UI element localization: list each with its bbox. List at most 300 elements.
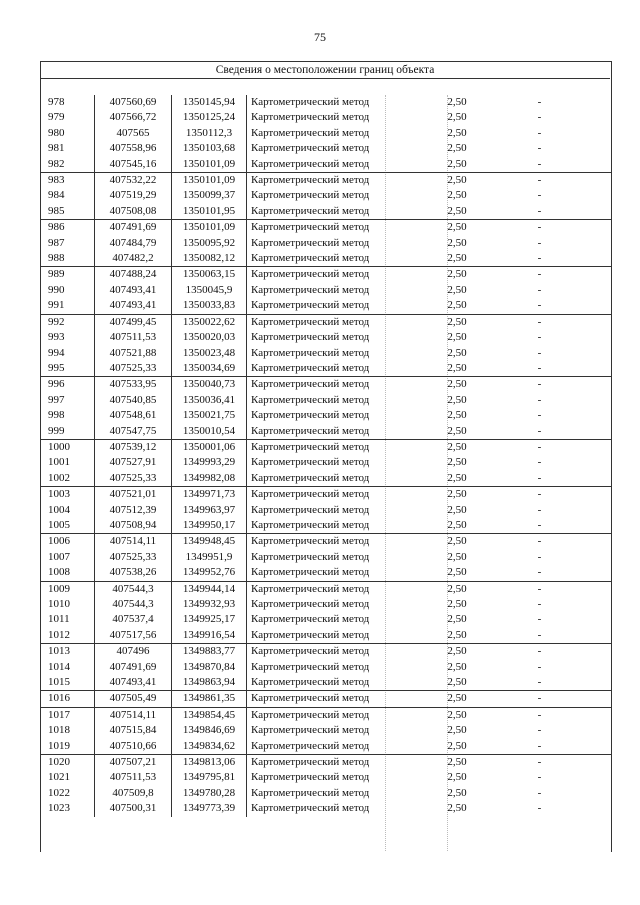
coordinate-x: 407515,84 — [95, 723, 172, 738]
coordinate-y: 1350099,37 — [172, 188, 247, 203]
point-number: 1016 — [40, 691, 95, 707]
accuracy-value: 2,50 — [447, 676, 467, 689]
accuracy-value: 2,50 — [447, 424, 467, 437]
coordinate-y: 1350063,15 — [172, 267, 247, 283]
coordinate-y: 1350101,09 — [172, 220, 247, 236]
determination-method: Картометрический метод — [247, 518, 427, 534]
determination-method: Картометрический метод — [247, 251, 427, 267]
accuracy-value: 2,50 — [447, 550, 467, 563]
accuracy-value: 2,50 — [426, 439, 488, 455]
point-number: 1007 — [48, 550, 70, 563]
accuracy-value: 2,50 — [447, 518, 467, 531]
table-row — [40, 707, 611, 723]
coordinate-x: 407517,56 — [95, 628, 172, 644]
coordinate-y: 1349948,45 — [172, 534, 247, 550]
coordinates-table-body — [40, 95, 611, 817]
coordinate-y: 1350034,69 — [172, 361, 247, 377]
coordinate-y: 1350022,62 — [172, 314, 247, 330]
accuracy-value: 2,50 — [426, 691, 488, 707]
coordinate-y: 1350023,48 — [172, 346, 247, 361]
determination-method: Картометрический метод — [247, 550, 427, 565]
accuracy-value: 2,50 — [447, 142, 467, 155]
page-number: 75 — [314, 30, 326, 44]
determination-method: Картометрический метод — [247, 660, 427, 675]
coordinate-x: 407565 — [95, 126, 172, 141]
coordinate-x: 407499,45 — [95, 314, 172, 330]
determination-method: Картометрический метод — [247, 755, 427, 771]
coordinate-x: 407545,16 — [95, 157, 172, 173]
determination-method: Картометрический метод — [247, 471, 427, 487]
accuracy-value: 2,50 — [426, 707, 488, 723]
coordinate-y: 1350145,94 — [172, 95, 247, 110]
accuracy-value: 2,50 — [447, 111, 467, 124]
coordinate-y: 1349854,45 — [172, 707, 247, 723]
point-description: - — [537, 550, 542, 563]
point-description: - — [488, 534, 611, 550]
coordinate-x: 407544,3 — [95, 597, 172, 612]
table-row — [40, 188, 611, 203]
accuracy-value: 2,50 — [447, 613, 467, 626]
coordinate-x: 407505,49 — [95, 691, 172, 707]
coordinate-y: 1349863,94 — [172, 675, 247, 691]
table-row — [40, 518, 611, 534]
point-number: 984 — [48, 189, 65, 202]
determination-method: Картометрический метод — [247, 408, 427, 423]
point-description: - — [488, 267, 611, 283]
determination-method: Картометрический метод — [247, 298, 427, 314]
coordinate-x: 407525,33 — [95, 361, 172, 377]
determination-method: Картометрический метод — [247, 723, 427, 738]
point-number: 1001 — [48, 456, 70, 469]
accuracy-value: 2,50 — [447, 204, 467, 217]
point-description: - — [537, 628, 542, 641]
point-description: - — [537, 566, 542, 579]
accuracy-value: 2,50 — [447, 346, 467, 359]
coordinate-x: 407511,53 — [95, 330, 172, 345]
table-row — [40, 455, 611, 470]
coordinate-x: 407519,29 — [95, 188, 172, 203]
point-description: - — [537, 503, 542, 516]
coordinate-x: 407521,88 — [95, 346, 172, 361]
table-row — [40, 550, 611, 565]
coordinate-x: 407521,01 — [95, 487, 172, 503]
determination-method: Картометрический метод — [247, 628, 427, 644]
point-number: 996 — [40, 377, 95, 393]
coordinate-y: 1349773,39 — [172, 801, 247, 816]
determination-method: Картометрический метод — [247, 487, 427, 503]
point-number: 990 — [48, 283, 65, 296]
coordinate-x: 407548,61 — [95, 408, 172, 423]
point-number: 981 — [48, 142, 65, 155]
point-description: - — [537, 346, 542, 359]
table-row — [40, 739, 611, 755]
point-description: - — [488, 644, 611, 660]
accuracy-value: 2,50 — [447, 771, 467, 784]
table-caption: Сведения о местоположении границ объекта — [40, 62, 610, 79]
table-row — [40, 330, 611, 345]
table-row — [40, 534, 611, 550]
determination-method: Картометрический метод — [247, 581, 427, 597]
coordinate-y: 1349982,08 — [172, 471, 247, 487]
determination-method: Картометрический метод — [247, 644, 427, 660]
accuracy-value: 2,50 — [426, 173, 488, 189]
point-description: - — [488, 755, 611, 771]
table-row — [40, 565, 611, 581]
point-number: 998 — [48, 409, 65, 422]
determination-method: Картометрический метод — [247, 597, 427, 612]
table-row — [40, 675, 611, 691]
table-row — [40, 393, 611, 408]
point-description: - — [537, 598, 542, 610]
accuracy-value: 2,50 — [447, 126, 467, 139]
determination-method: Картометрический метод — [247, 157, 427, 173]
coordinate-x: 407512,39 — [95, 503, 172, 518]
coordinate-y: 1349834,62 — [172, 739, 247, 755]
table-row — [40, 126, 611, 141]
table-row — [40, 439, 611, 455]
point-description: - — [488, 707, 611, 723]
accuracy-value: 2,50 — [447, 471, 467, 484]
accuracy-value: 2,50 — [426, 534, 488, 550]
point-number: 993 — [48, 331, 65, 344]
coordinate-x: 407493,41 — [95, 283, 172, 298]
table-row — [40, 298, 611, 314]
determination-method: Картометрический метод — [247, 346, 427, 361]
point-description: - — [537, 111, 542, 124]
determination-method: Картометрический метод — [247, 393, 427, 408]
point-number: 1021 — [48, 771, 70, 784]
point-number: 1000 — [40, 439, 95, 455]
determination-method: Картометрический метод — [247, 739, 427, 755]
coordinate-y: 1349944,14 — [172, 581, 247, 597]
point-description: - — [537, 96, 542, 108]
coordinate-x: 407547,75 — [95, 424, 172, 440]
determination-method: Картометрический метод — [247, 707, 427, 723]
accuracy-value: 2,50 — [447, 724, 467, 737]
determination-method: Картометрический метод — [247, 267, 427, 283]
coordinate-x: 407511,53 — [95, 770, 172, 785]
point-number: 1009 — [40, 581, 95, 597]
point-number: 1005 — [48, 518, 70, 531]
coordinate-x: 407527,91 — [95, 455, 172, 470]
coordinate-y: 1350021,75 — [172, 408, 247, 423]
coordinate-x: 407488,24 — [95, 267, 172, 283]
determination-method: Картометрический метод — [247, 801, 427, 816]
table-row — [40, 251, 611, 267]
point-description: - — [537, 518, 542, 531]
point-number: 1023 — [48, 802, 70, 815]
determination-method: Картометрический метод — [247, 330, 427, 345]
coordinate-y: 1350125,24 — [172, 110, 247, 125]
point-description: - — [537, 613, 542, 626]
point-number: 1019 — [48, 739, 70, 752]
point-description: - — [537, 393, 542, 406]
accuracy-value: 2,50 — [447, 236, 467, 249]
accuracy-value: 2,50 — [447, 299, 467, 312]
coordinate-y: 1350101,09 — [172, 173, 247, 189]
accuracy-value: 2,50 — [426, 377, 488, 393]
coordinate-y: 1349952,76 — [172, 565, 247, 581]
accuracy-value: 2,50 — [447, 361, 467, 374]
table-row — [40, 377, 611, 393]
point-description: - — [537, 236, 542, 249]
coordinate-x: 407491,69 — [95, 660, 172, 675]
determination-method: Картометрический метод — [247, 439, 427, 455]
coordinate-y: 1349883,77 — [172, 644, 247, 660]
table-row — [40, 628, 611, 644]
point-number: 992 — [40, 314, 95, 330]
coordinate-y: 1350033,83 — [172, 298, 247, 314]
accuracy-value: 2,50 — [426, 581, 488, 597]
determination-method: Картометрический метод — [247, 173, 427, 189]
determination-method: Картометрический метод — [247, 236, 427, 251]
coordinate-x: 407493,41 — [95, 298, 172, 314]
coordinate-y: 1349861,35 — [172, 691, 247, 707]
point-description: - — [537, 771, 542, 784]
determination-method: Картометрический метод — [247, 188, 427, 203]
table-row — [40, 786, 611, 801]
accuracy-value: 2,50 — [447, 331, 467, 344]
table-row — [40, 346, 611, 361]
coordinate-y: 1350036,41 — [172, 393, 247, 408]
point-description: - — [537, 299, 542, 312]
point-number: 1013 — [40, 644, 95, 660]
determination-method: Картометрический метод — [247, 141, 427, 156]
coordinate-x: 407509,8 — [95, 786, 172, 801]
coordinate-x: 407525,33 — [95, 471, 172, 487]
point-description: - — [488, 173, 611, 189]
table-row — [40, 487, 611, 503]
point-number: 983 — [40, 173, 95, 189]
coordinate-x: 407532,22 — [95, 173, 172, 189]
table-row — [40, 691, 611, 707]
coordinate-x: 407558,96 — [95, 141, 172, 156]
coordinate-x: 407560,69 — [95, 95, 172, 110]
table-row — [40, 220, 611, 236]
determination-method: Картометрический метод — [247, 675, 427, 691]
point-description: - — [488, 439, 611, 455]
accuracy-value: 2,50 — [426, 267, 488, 283]
coordinate-x: 407493,41 — [95, 675, 172, 691]
accuracy-value: 2,50 — [426, 220, 488, 236]
point-number: 1003 — [40, 487, 95, 503]
point-description: - — [537, 252, 542, 265]
coordinate-x: 407514,11 — [95, 534, 172, 550]
point-description: - — [537, 283, 542, 296]
determination-method: Картометрический метод — [247, 377, 427, 393]
coordinate-y: 1350101,09 — [172, 157, 247, 173]
coordinate-y: 1349993,29 — [172, 455, 247, 470]
point-description: - — [537, 142, 542, 155]
point-number: 1022 — [48, 786, 70, 799]
point-description: - — [537, 724, 542, 737]
table-row — [40, 141, 611, 156]
accuracy-value: 2,50 — [447, 802, 467, 815]
table-row — [40, 173, 611, 189]
table-row — [40, 361, 611, 377]
coordinate-x: 407537,4 — [95, 612, 172, 627]
accuracy-value: 2,50 — [447, 189, 467, 202]
point-number: 985 — [48, 204, 65, 217]
point-description: - — [488, 377, 611, 393]
table-row — [40, 770, 611, 785]
determination-method: Картометрический метод — [247, 534, 427, 550]
coordinate-y: 1349963,97 — [172, 503, 247, 518]
point-description: - — [537, 361, 542, 374]
determination-method: Картометрический метод — [247, 455, 427, 470]
coordinate-y: 1349925,17 — [172, 612, 247, 627]
accuracy-value: 2,50 — [426, 755, 488, 771]
coordinate-x: 407566,72 — [95, 110, 172, 125]
determination-method: Картометрический метод — [247, 126, 427, 141]
determination-method: Картометрический метод — [247, 503, 427, 518]
point-number: 999 — [48, 424, 65, 437]
table-row — [40, 755, 611, 771]
coordinate-y: 1349932,93 — [172, 597, 247, 612]
coordinate-y: 1349813,06 — [172, 755, 247, 771]
point-description: - — [488, 487, 611, 503]
point-description: - — [537, 802, 542, 815]
table-row — [40, 723, 611, 738]
table-row — [40, 110, 611, 125]
determination-method: Картометрический метод — [247, 204, 427, 220]
point-description: - — [537, 331, 542, 344]
accuracy-value: 2,50 — [447, 660, 467, 673]
table-row — [40, 314, 611, 330]
coordinate-y: 1350001,06 — [172, 439, 247, 455]
coordinate-y: 1350010,54 — [172, 424, 247, 440]
coordinate-x: 407539,12 — [95, 439, 172, 455]
point-number: 1014 — [48, 660, 70, 673]
coordinate-y: 1349795,81 — [172, 770, 247, 785]
table-row — [40, 471, 611, 487]
point-number: 1017 — [40, 707, 95, 723]
table-row — [40, 660, 611, 675]
accuracy-value: 2,50 — [447, 739, 467, 752]
coordinate-x: 407514,11 — [95, 707, 172, 723]
point-number: 995 — [48, 361, 65, 374]
point-number: 1011 — [48, 613, 70, 626]
accuracy-value: 2,50 — [426, 487, 488, 503]
determination-method: Картометрический метод — [247, 612, 427, 627]
coordinate-x: 407507,21 — [95, 755, 172, 771]
coordinate-y: 1349870,84 — [172, 660, 247, 675]
table-row — [40, 95, 611, 110]
table-row — [40, 408, 611, 423]
coordinate-y: 1350112,3 — [172, 126, 247, 141]
point-description: - — [488, 314, 611, 330]
point-number: 978 — [48, 96, 65, 108]
point-number: 989 — [40, 267, 95, 283]
point-description: - — [488, 220, 611, 236]
point-number: 982 — [48, 157, 65, 170]
determination-method: Картометрический метод — [247, 361, 427, 377]
point-description: - — [537, 660, 542, 673]
coordinate-y: 1350040,73 — [172, 377, 247, 393]
point-description: - — [537, 786, 542, 799]
coordinate-x: 407540,85 — [95, 393, 172, 408]
determination-method: Картометрический метод — [247, 110, 427, 125]
accuracy-value: 2,50 — [447, 96, 467, 108]
accuracy-value: 2,50 — [447, 409, 467, 422]
point-number: 1004 — [48, 503, 70, 516]
point-description: - — [488, 581, 611, 597]
coordinate-y: 1349846,69 — [172, 723, 247, 738]
coordinate-x: 407533,95 — [95, 377, 172, 393]
point-number: 991 — [48, 299, 65, 312]
table-row — [40, 801, 611, 816]
coordinate-y: 1350095,92 — [172, 236, 247, 251]
coordinate-x: 407484,79 — [95, 236, 172, 251]
coordinate-x: 407491,69 — [95, 220, 172, 236]
coordinate-y: 1350045,9 — [172, 283, 247, 298]
coordinate-y: 1350103,68 — [172, 141, 247, 156]
accuracy-value: 2,50 — [426, 644, 488, 660]
accuracy-value: 2,50 — [447, 628, 467, 641]
table-row — [40, 424, 611, 440]
determination-method: Картометрический метод — [247, 95, 427, 110]
point-description: - — [537, 189, 542, 202]
table-row — [40, 236, 611, 251]
point-number: 979 — [48, 111, 65, 124]
coordinate-y: 1349950,17 — [172, 518, 247, 534]
point-number: 994 — [48, 346, 65, 359]
coordinate-x: 407508,08 — [95, 204, 172, 220]
coordinate-y: 1349780,28 — [172, 786, 247, 801]
coordinate-x: 407496 — [95, 644, 172, 660]
accuracy-value: 2,50 — [426, 314, 488, 330]
accuracy-value: 2,50 — [447, 252, 467, 265]
point-description: - — [537, 456, 542, 469]
point-number: 986 — [40, 220, 95, 236]
point-number: 980 — [48, 126, 65, 139]
accuracy-value: 2,50 — [447, 786, 467, 799]
table-row — [40, 267, 611, 283]
determination-method: Картометрический метод — [247, 770, 427, 785]
table-row — [40, 157, 611, 173]
coordinate-y: 1350020,03 — [172, 330, 247, 345]
table-row — [40, 503, 611, 518]
point-number: 997 — [48, 393, 65, 406]
determination-method: Картометрический метод — [247, 283, 427, 298]
determination-method: Картометрический метод — [247, 691, 427, 707]
accuracy-value: 2,50 — [447, 566, 467, 579]
coordinate-x: 407538,26 — [95, 565, 172, 581]
coordinate-x: 407508,94 — [95, 518, 172, 534]
determination-method: Картометрический метод — [247, 220, 427, 236]
coordinate-x: 407525,33 — [95, 550, 172, 565]
point-number: 1010 — [48, 598, 70, 610]
point-number: 1018 — [48, 724, 70, 737]
point-number: 1012 — [48, 628, 70, 641]
coordinate-x: 407510,66 — [95, 739, 172, 755]
point-description: - — [537, 424, 542, 437]
point-description: - — [488, 691, 611, 707]
coordinate-y: 1349916,54 — [172, 628, 247, 644]
point-number: 987 — [48, 236, 65, 249]
accuracy-value: 2,50 — [447, 393, 467, 406]
point-description: - — [537, 204, 542, 217]
table-row — [40, 204, 611, 220]
point-number: 1015 — [48, 676, 70, 689]
table-row — [40, 283, 611, 298]
table-row — [40, 612, 611, 627]
coordinate-y: 1350101,95 — [172, 204, 247, 220]
accuracy-value: 2,50 — [447, 598, 467, 610]
coordinate-y: 1350082,12 — [172, 251, 247, 267]
coordinate-y: 1349971,73 — [172, 487, 247, 503]
coordinate-x: 407544,3 — [95, 581, 172, 597]
